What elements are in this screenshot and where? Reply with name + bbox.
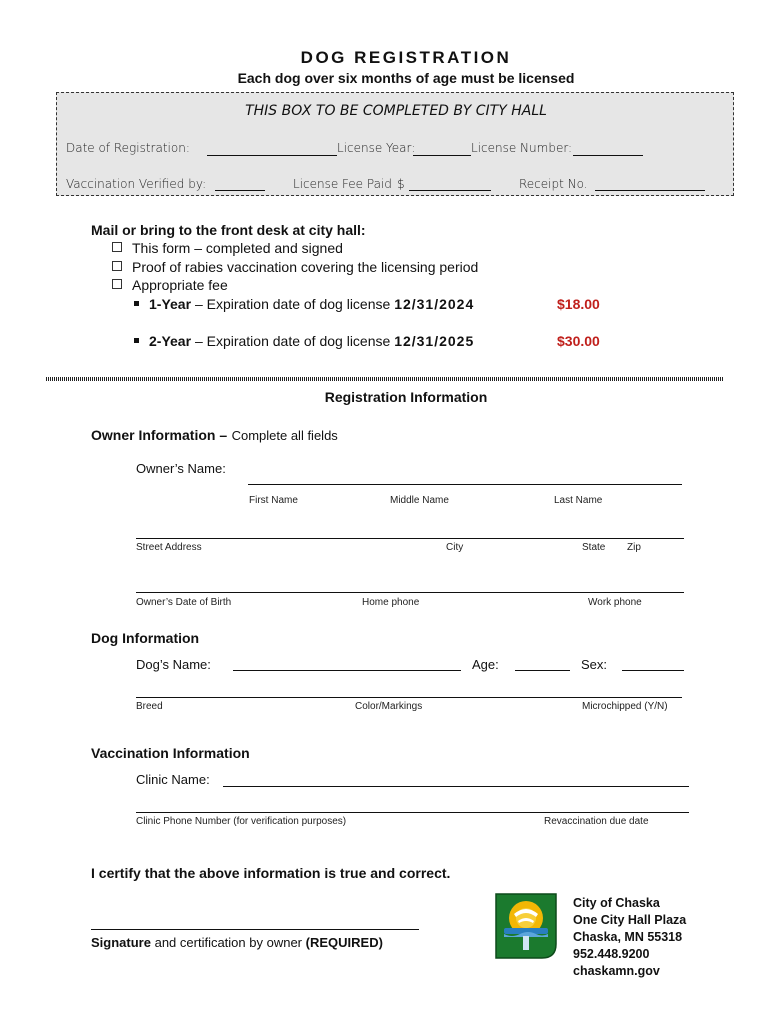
city-address-block [573, 895, 686, 980]
dob-caption: Owner’s Date of Birth [136, 597, 232, 608]
breed-color-line[interactable] [136, 697, 682, 698]
sex-label: Sex: [581, 657, 608, 672]
dob-phone-line[interactable] [136, 592, 684, 593]
owner-name-label: Owner’s Name: [136, 461, 226, 476]
license-year-label: License Year: [337, 141, 416, 155]
address-line[interactable] [136, 538, 684, 539]
dog-name-line[interactable] [233, 670, 461, 671]
color-caption: Color/Markings [355, 701, 423, 712]
street-address-caption: Street Address [136, 542, 202, 553]
registration-heading: Registration Information [324, 389, 488, 405]
fee-row-1-year: 1-Year – Expiration date of dog license 12/31/2024 [134, 296, 474, 312]
city-hall-box [56, 92, 734, 196]
city-caption: City [446, 542, 464, 553]
license-fee-line[interactable] [409, 190, 491, 191]
state-caption: State [582, 542, 606, 553]
middle-name-caption: Middle Name [390, 495, 449, 506]
instructions-heading: Mail or bring to the front desk at city hall: [91, 222, 366, 238]
date-of-registration-label: Date of Registration: [66, 141, 190, 155]
receipt-no-label: Receipt No. [519, 177, 588, 191]
city-name: City of Chaska [573, 896, 660, 910]
zip-caption: Zip [627, 542, 641, 553]
vaccination-verified-label: Vaccination Verified by: [66, 177, 207, 191]
form-title: DOG REGISTRATION [300, 48, 512, 67]
receipt-no-line[interactable] [595, 190, 705, 191]
city-address-line-2: Chaska, MN 55318 [573, 930, 683, 944]
square-bullet-icon [134, 338, 139, 343]
city-hall-box-heading: THIS BOX TO BE COMPLETED BY CITY HALL [245, 103, 547, 119]
certify-statement: I certify that the above information is true and correct. [91, 865, 451, 881]
city-website[interactable]: chaskamn.gov [573, 964, 660, 978]
date-of-registration-line[interactable] [207, 155, 337, 156]
dog-heading: Dog Information [91, 630, 200, 646]
clinic-name-label: Clinic Name: [136, 772, 210, 787]
checkbox-icon [112, 242, 122, 252]
fee-price-2-year: $30.00 [557, 333, 600, 349]
age-line[interactable] [515, 670, 570, 671]
fee-price-1-year: $18.00 [557, 296, 600, 312]
city-phone: 952.448.9200 [573, 947, 650, 961]
square-bullet-icon [134, 301, 139, 306]
license-number-line[interactable] [573, 155, 643, 156]
signature-line[interactable] [91, 929, 419, 930]
license-year-line[interactable] [413, 155, 471, 156]
clinic-phone-line[interactable] [136, 812, 689, 813]
revaccination-caption: Revaccination due date [544, 816, 649, 827]
owner-heading: Owner Information – Complete all fields [91, 427, 338, 443]
home-phone-caption: Home phone [362, 597, 420, 608]
work-phone-caption: Work phone [588, 597, 642, 608]
fee-row-2-year: 2-Year – Expiration date of dog license 12/31/2025 [134, 333, 474, 349]
city-logo [492, 890, 560, 962]
microchipped-caption: Microchipped (Y/N) [582, 701, 668, 712]
signature-caption: Signature and certification by owner (REQUIRED) [91, 935, 383, 950]
sex-line[interactable] [622, 670, 684, 671]
dollar-sign: $ [397, 177, 405, 191]
form-subtitle: Each dog over six months of age must be licensed [237, 70, 575, 86]
city-of-chaska-logo-icon [492, 890, 560, 962]
license-fee-paid-label: License Fee Paid [293, 177, 392, 191]
checklist-item: This form – completed and signed [112, 240, 343, 256]
first-name-caption: First Name [249, 495, 298, 506]
city-address-line-1: One City Hall Plaza [573, 913, 687, 927]
checklist-item: Proof of rabies vaccination covering the licensing period [112, 259, 478, 275]
license-number-label: License Number: [471, 141, 573, 155]
age-label: Age: [472, 657, 499, 672]
clinic-name-line[interactable] [223, 786, 689, 787]
breed-caption: Breed [136, 701, 163, 712]
checkbox-icon [112, 261, 122, 271]
checklist-item: Appropriate fee [112, 277, 228, 293]
vaccination-heading: Vaccination Information [91, 745, 250, 761]
dog-name-label: Dog’s Name: [136, 657, 211, 672]
checkbox-icon [112, 279, 122, 289]
last-name-caption: Last Name [554, 495, 603, 506]
clinic-phone-caption: Clinic Phone Number (for verification purposes) [136, 816, 347, 827]
section-separator [46, 377, 724, 381]
owner-name-line[interactable] [248, 484, 682, 485]
vaccination-verified-line[interactable] [215, 190, 265, 191]
